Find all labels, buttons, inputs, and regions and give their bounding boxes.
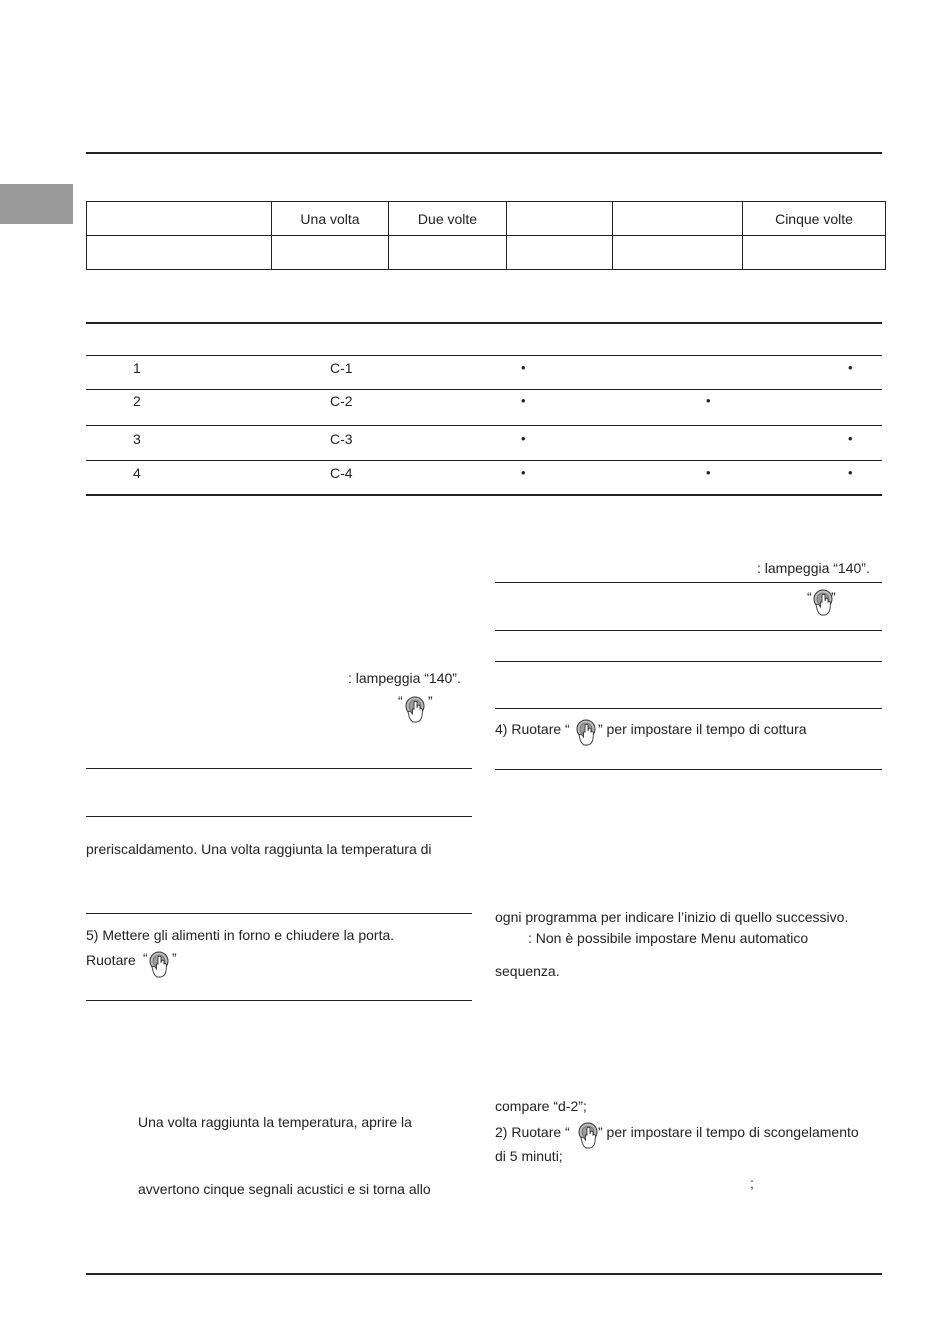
knob-hand-icon [402,695,430,725]
bottom-rule [86,1273,882,1275]
row-number: 2 [133,393,141,409]
step2-text-b: ” per impostare il tempo di scongelamento [598,1124,859,1140]
divider [86,1000,472,1001]
table2-rule [86,355,882,356]
step2-text-a: 2) Ruotare “ [495,1124,570,1140]
bullet-mark: • [848,360,853,375]
quote-close: ” [428,693,433,709]
divider [495,630,882,631]
d2-text: compare “d-2”; [495,1098,587,1114]
table-cell [613,202,743,236]
temp-reached-text: Una volta raggiunta la temperatura, aprire la [138,1114,412,1130]
quote-close: ” [831,589,836,605]
step4-text-b: ” per impostare il tempo di cottura [598,721,807,737]
quote-open: “ [398,693,403,709]
table-cell [87,236,272,270]
quote-close: ” [172,950,177,966]
table-cell [389,236,507,270]
table2-rule [86,494,882,496]
five-beeps-text: avvertono cinque segnali acustici e si torna allo [138,1181,431,1197]
next-program-text: ogni programma per indicare l’inizio di quello successivo. [495,909,849,925]
blink-140-text: : lampeggia “140”. [757,560,870,576]
sequence-text: sequenza. [495,963,560,979]
divider [495,769,882,770]
step4-text-a: 4) Ruotare “ [495,721,570,737]
knob-hand-icon [573,718,601,748]
divider [86,913,472,914]
table-cell [507,236,613,270]
table-row [87,236,886,270]
knob-hand-icon [146,950,174,980]
divider [495,708,882,709]
table-cell [272,236,389,270]
no-auto-menu-text: : Non è possibile impostare Menu automatico [528,930,809,946]
row-number: 3 [133,431,141,447]
bullet-mark: • [521,393,526,408]
table2-rule [86,460,882,461]
row-code: C-1 [330,360,353,376]
divider [495,582,882,583]
divider [86,768,472,769]
table-cell: Una volta [272,202,389,236]
table-cell [87,202,272,236]
quote-open: “ [143,950,148,966]
table2-rule [86,322,882,324]
semicolon-text: ; [750,1175,754,1191]
row-code: C-2 [330,393,353,409]
rotate-label: Ruotare [86,952,136,968]
table-cell [507,202,613,236]
table-cell: Due volte [389,202,507,236]
table2-rule [86,389,882,390]
table2-rule [86,425,882,426]
bullet-mark: • [706,465,711,480]
table-cell [613,236,743,270]
bullet-mark: • [848,431,853,446]
divider [86,816,472,817]
section-tab-marker [0,184,73,224]
bullet-mark: • [521,360,526,375]
table-cell [743,236,886,270]
step5-text: 5) Mettere gli alimenti in forno e chiudere la porta. [86,927,395,943]
quote-open: “ [807,589,812,605]
row-number: 1 [133,360,141,376]
preheat-text: preriscaldamento. Una volta raggiunta la temperatura di [86,841,432,857]
row-code: C-4 [330,465,353,481]
bullet-mark: • [706,393,711,408]
divider [495,661,882,662]
row-number: 4 [133,465,141,481]
blink-140-text: : lampeggia “140”. [348,670,461,686]
repeat-table [86,201,886,270]
bullet-mark: • [521,431,526,446]
bullet-mark: • [521,465,526,480]
row-code: C-3 [330,431,353,447]
table-row [87,202,886,236]
bullet-mark: • [848,465,853,480]
table-cell: Cinque volte [743,202,886,236]
top-rule [86,152,882,154]
five-min-text: di 5 minuti; [495,1148,563,1164]
